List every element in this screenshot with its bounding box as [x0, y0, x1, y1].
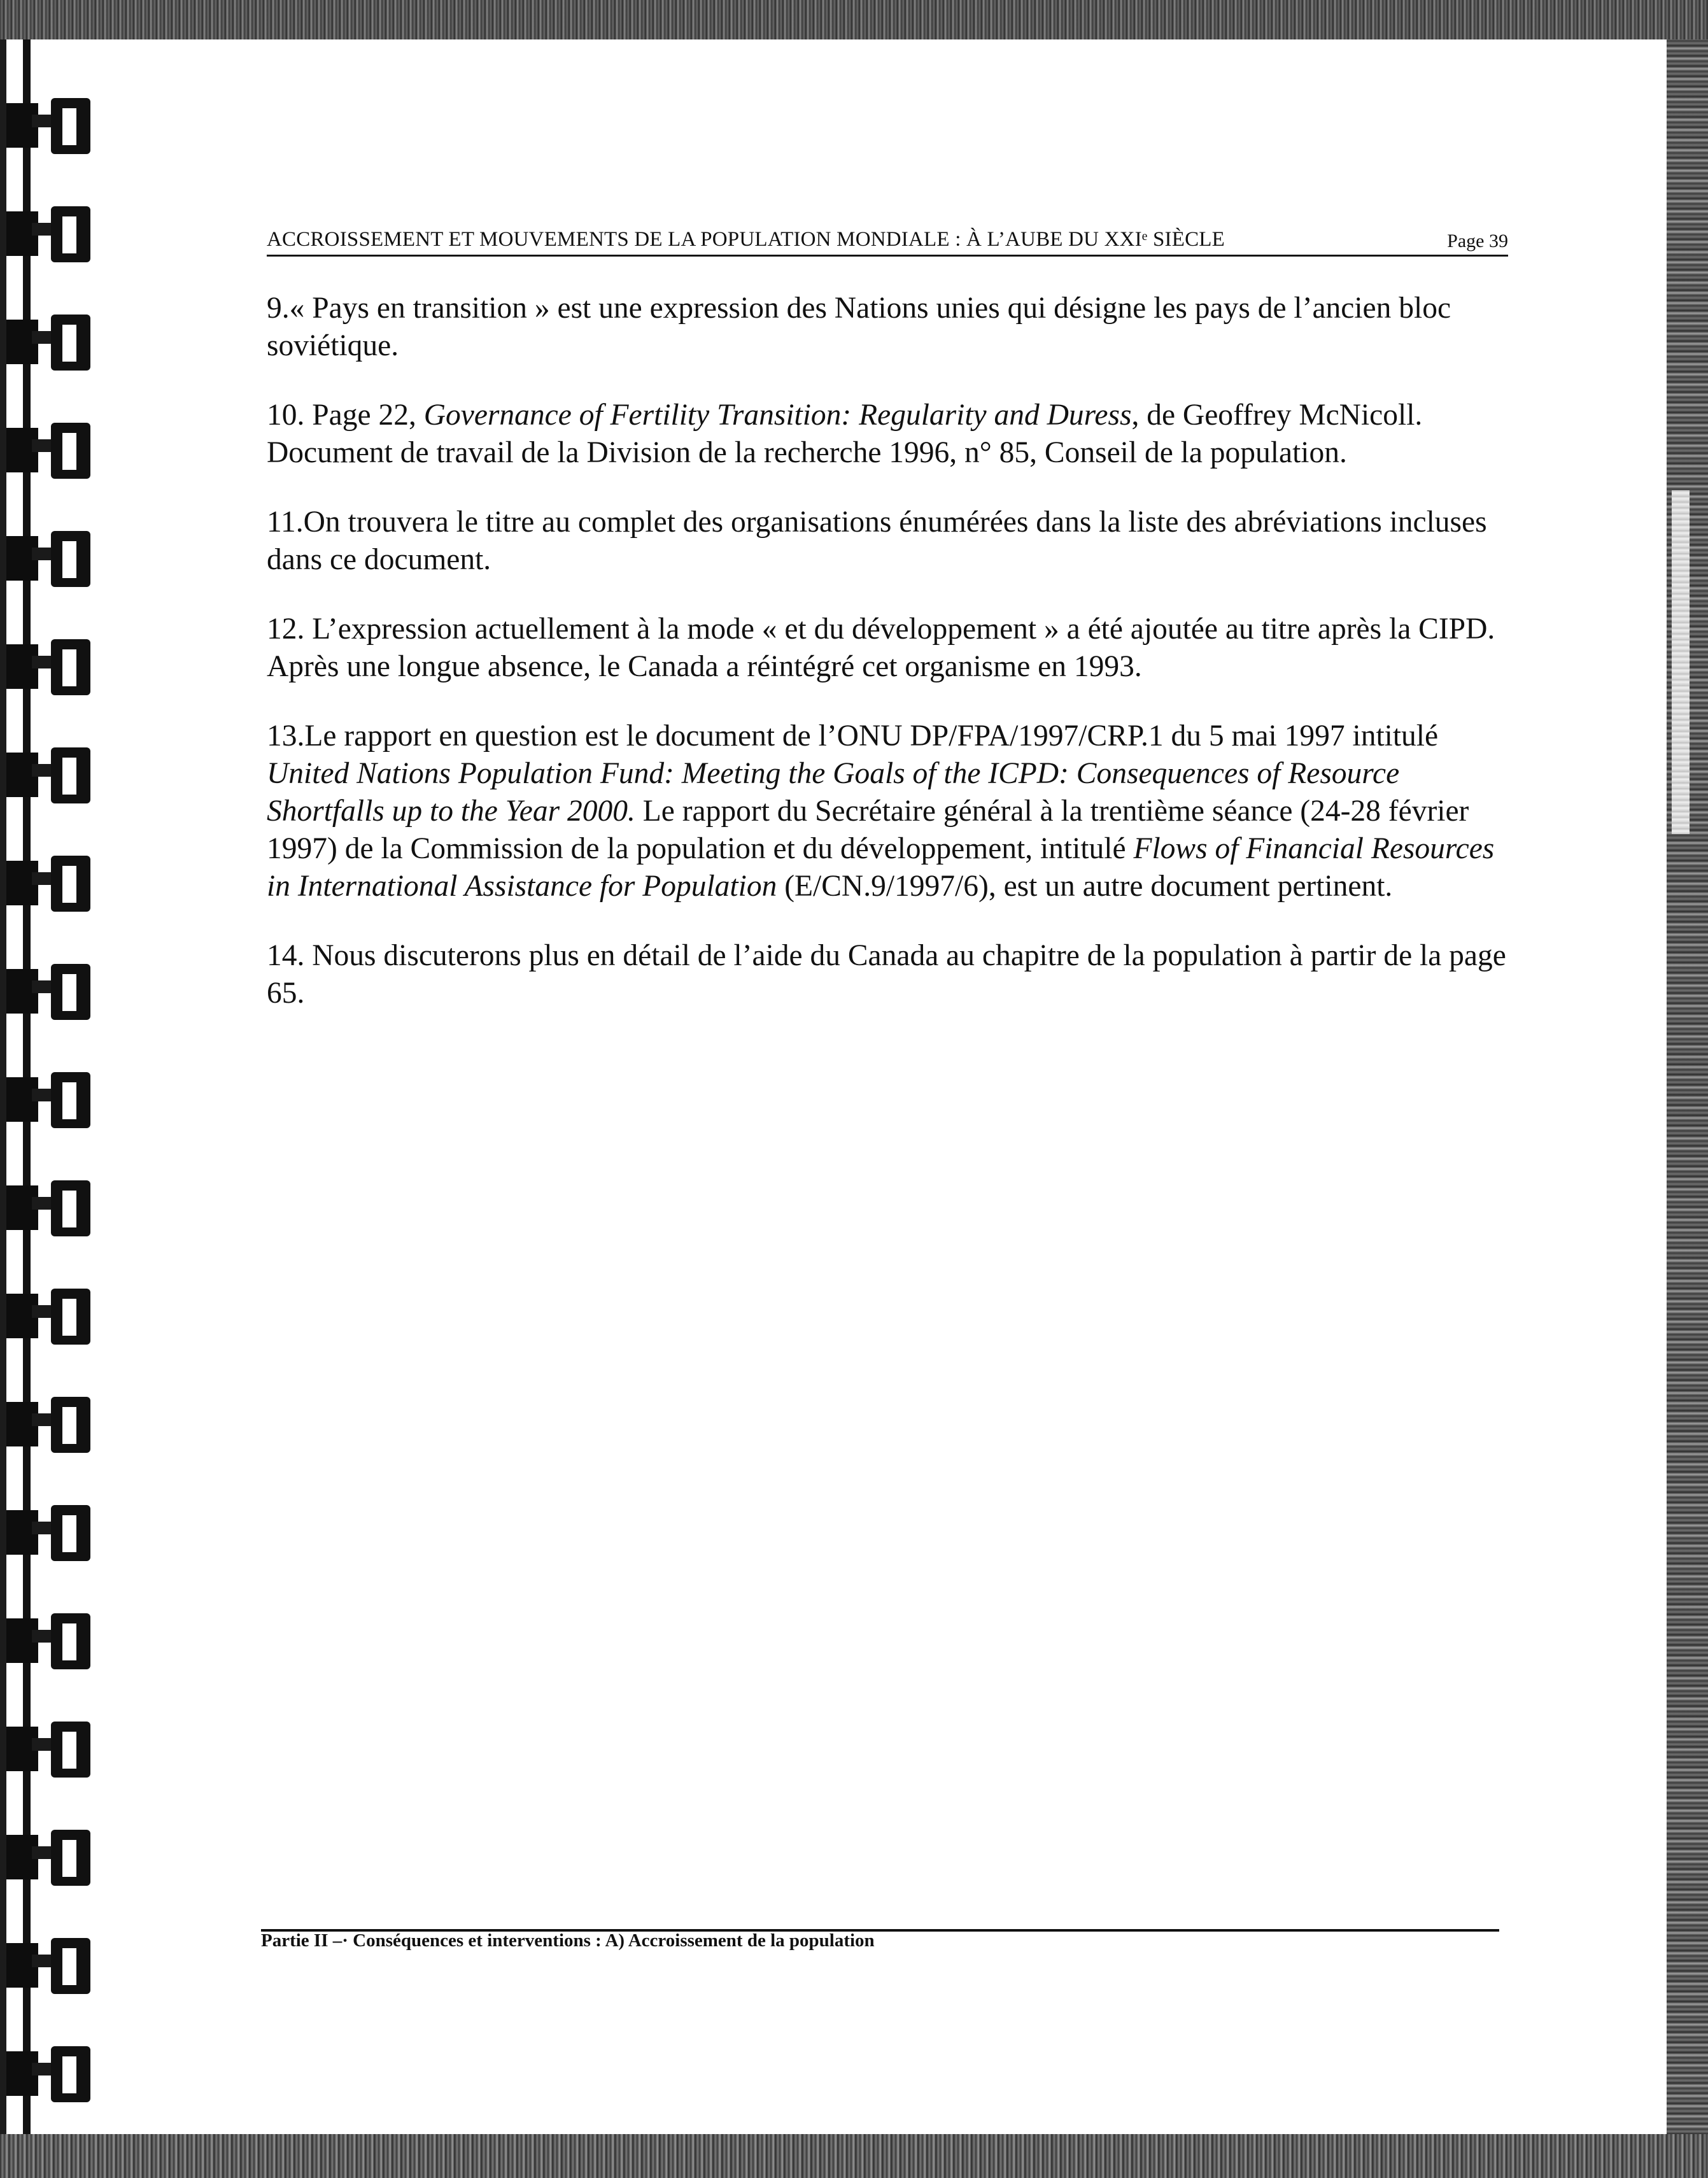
scan-top-border — [0, 0, 1708, 39]
binding-ring — [6, 89, 89, 159]
note-14-text: 14. Nous discuterons plus en détail de l’aide du Canada au chapitre de la population à partir de la page 65. — [267, 939, 1506, 1010]
binding-ring — [6, 1063, 89, 1133]
binding-ring — [6, 1821, 89, 1891]
scan-bottom-border — [0, 2134, 1708, 2178]
binding-ring — [6, 197, 89, 267]
note-12-text: 12. L’expression actuellement à la mode « et du développement » a été ajoutée au titre après la CIPD. Après une longue absence, le Canada a réintégré cet organisme en 1993. — [267, 612, 1495, 683]
note-13 — [267, 718, 1508, 905]
binding-ring — [6, 955, 89, 1025]
scan-right-highlight — [1672, 490, 1690, 834]
binding-ring — [6, 1496, 89, 1566]
binding-ring — [6, 522, 89, 592]
binding-ring — [6, 847, 89, 917]
binding-ring — [6, 1604, 89, 1674]
note-12 — [267, 611, 1508, 686]
note-11 — [267, 504, 1508, 579]
binding-ring — [6, 1713, 89, 1783]
note-11-text: 11.On trouvera le titre au complet des organisations énumérées dans la liste des abréviations incluses dans ce document. — [267, 506, 1487, 576]
note-10-post: , de Geoffrey McNicoll. Document de travail de la Division de la recherche 1996, n° 85, Conseil de la population. — [267, 399, 1423, 469]
binding-ring — [6, 2037, 89, 2107]
note-13-pre: 13.Le rapport en question est le document de l’ONU DP/FPA/1997/CRP.1 du 5 mai 1997 intitulé — [267, 719, 1439, 753]
scan-right-border — [1667, 39, 1708, 2134]
binding-ring — [6, 1388, 89, 1458]
note-13-title: United Nations Population Fund: Meeting the Goals of the ICPD: Consequences of Resource Shortfalls up to the Year 2000. — [267, 757, 1400, 828]
header-title: ACCROISSEMENT ET MOUVEMENTS DE LA POPULATION MONDIALE : À L’AUBE DU XXIᵉ SIÈCLE — [267, 228, 1225, 251]
note-9 — [267, 290, 1508, 365]
note-10 — [267, 397, 1508, 472]
note-10-title: Governance of Fertility Transition: Regularity and Duress — [423, 399, 1132, 432]
binding-ring — [6, 1280, 89, 1350]
note-13-title-2: Flows of Financial Resources in International Assistance for Population — [267, 832, 1495, 903]
binding-ring — [6, 739, 89, 809]
spiral-binding — [0, 0, 102, 2178]
binding-ring — [6, 414, 89, 484]
note-10-pre: 10. Page 22, — [267, 399, 424, 432]
running-header — [267, 227, 1508, 257]
binding-ring — [6, 630, 89, 700]
endnotes — [267, 290, 1508, 1044]
page-number: Page 39 — [1447, 230, 1508, 251]
binding-ring — [6, 1929, 89, 1999]
binding-ring — [6, 1171, 89, 1241]
note-13-post: (E/CN.9/1997/6), est un autre document pertinent. — [777, 870, 1393, 903]
footer-text: Partie II –· Conséquences et interventions : A) Accroissement de la population — [261, 1930, 875, 1951]
note-9-text: 9.« Pays en transition » est une expression des Nations unies qui désigne les pays de l’ancien bloc soviétique. — [267, 292, 1451, 362]
note-13-mid: Le rapport du Secrétaire général à la trentième séance (24-28 février 1997) de la Commission de la population et du développement, intitulé — [267, 795, 1469, 865]
binding-ring — [6, 306, 89, 376]
note-14 — [267, 937, 1508, 1012]
